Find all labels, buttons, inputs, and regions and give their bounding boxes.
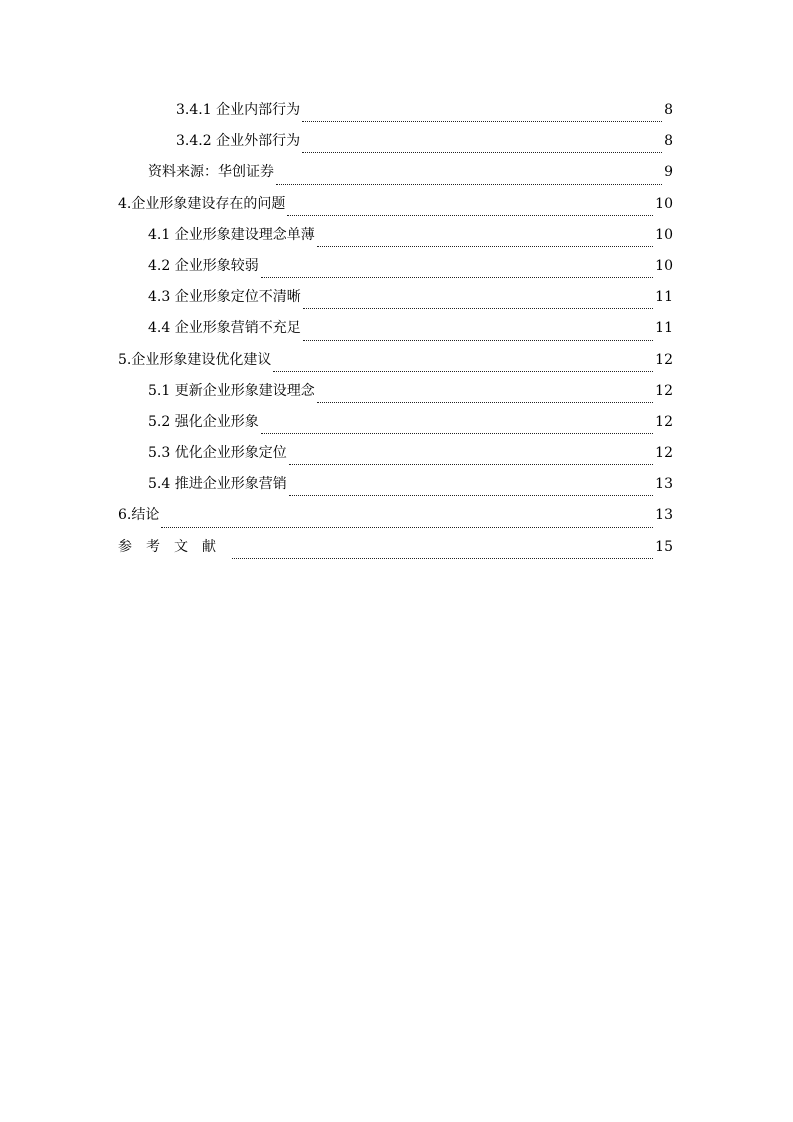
toc-entry-title: 4.1 企业形象建设理念单薄 [148,226,315,243]
toc-entry-page: 12 [655,445,673,462]
toc-dot-leader [303,308,653,309]
toc-entry-references[interactable] [0,535,793,566]
toc-entry[interactable] [0,410,793,441]
toc-entry[interactable] [0,192,793,223]
toc-entry-page: 12 [655,351,673,368]
toc-dot-leader [261,433,653,434]
toc-entry-page: 13 [655,507,673,524]
toc-entry-title: 5.1 更新企业形象建设理念 [148,382,315,399]
toc-entry[interactable] [0,98,793,129]
toc-entry-page: 9 [664,164,673,181]
toc-entry[interactable] [0,129,793,160]
toc-entry[interactable] [0,472,793,503]
toc-entry-page: 10 [655,195,673,212]
toc-entry-title: 3.4.2 企业外部行为 [176,133,301,150]
toc-entry-title: 4.企业形象建设存在的问题 [118,195,286,212]
toc-dot-leader [302,152,662,153]
toc-entry-page: 10 [655,226,673,243]
toc-entry-title: 资料来源：华创证券 [148,164,274,181]
toc-entry[interactable] [0,285,793,316]
toc-entry-page: 13 [655,476,673,493]
toc-entry-title: 4.2 企业形象较弱 [148,257,259,274]
toc-entry-page: 12 [655,382,673,399]
toc-dot-leader [287,215,653,216]
toc-dot-leader [317,402,653,403]
toc-entry-title: 6.结论 [118,507,160,524]
toc-dot-leader [273,371,653,372]
toc-entry-page: 10 [655,257,673,274]
table-of-contents [0,98,793,566]
toc-entry-title: 4.4 企业形象营销不充足 [148,320,301,337]
toc-entry-page: 11 [655,320,673,337]
toc-entry[interactable] [0,316,793,347]
toc-dot-leader [289,495,653,496]
toc-dot-leader [317,246,653,247]
toc-entry-title: 3.4.1 企业内部行为 [176,102,301,118]
toc-entry-page: 8 [664,102,673,118]
toc-dot-leader [276,184,662,185]
toc-entry-title: 4.3 企业形象定位不清晰 [148,289,301,306]
toc-entry-title: 5.3 优化企业形象定位 [148,445,287,462]
toc-dot-leader [303,340,653,341]
toc-entry-page: 11 [655,289,673,306]
toc-entry[interactable] [0,223,793,254]
toc-entry[interactable] [0,160,793,191]
toc-dot-leader [232,558,653,559]
toc-dot-leader [161,527,653,528]
toc-entry-page: 12 [655,413,673,430]
toc-dot-leader [261,277,653,278]
toc-entry-title: 参考文献 [118,538,230,555]
toc-entry[interactable] [0,348,793,379]
toc-entry-title: 5.2 强化企业形象 [148,413,259,430]
toc-entry[interactable] [0,441,793,472]
toc-entry[interactable] [0,254,793,285]
toc-entry-title: 5.4 推进企业形象营销 [148,476,287,493]
toc-dot-leader [289,464,653,465]
toc-dot-leader [302,121,662,122]
toc-entry[interactable] [0,379,793,410]
toc-entry[interactable] [0,503,793,534]
toc-entry-page: 15 [655,538,673,555]
toc-entry-page: 8 [664,133,673,150]
toc-entry-title: 5.企业形象建设优化建议 [118,351,272,368]
